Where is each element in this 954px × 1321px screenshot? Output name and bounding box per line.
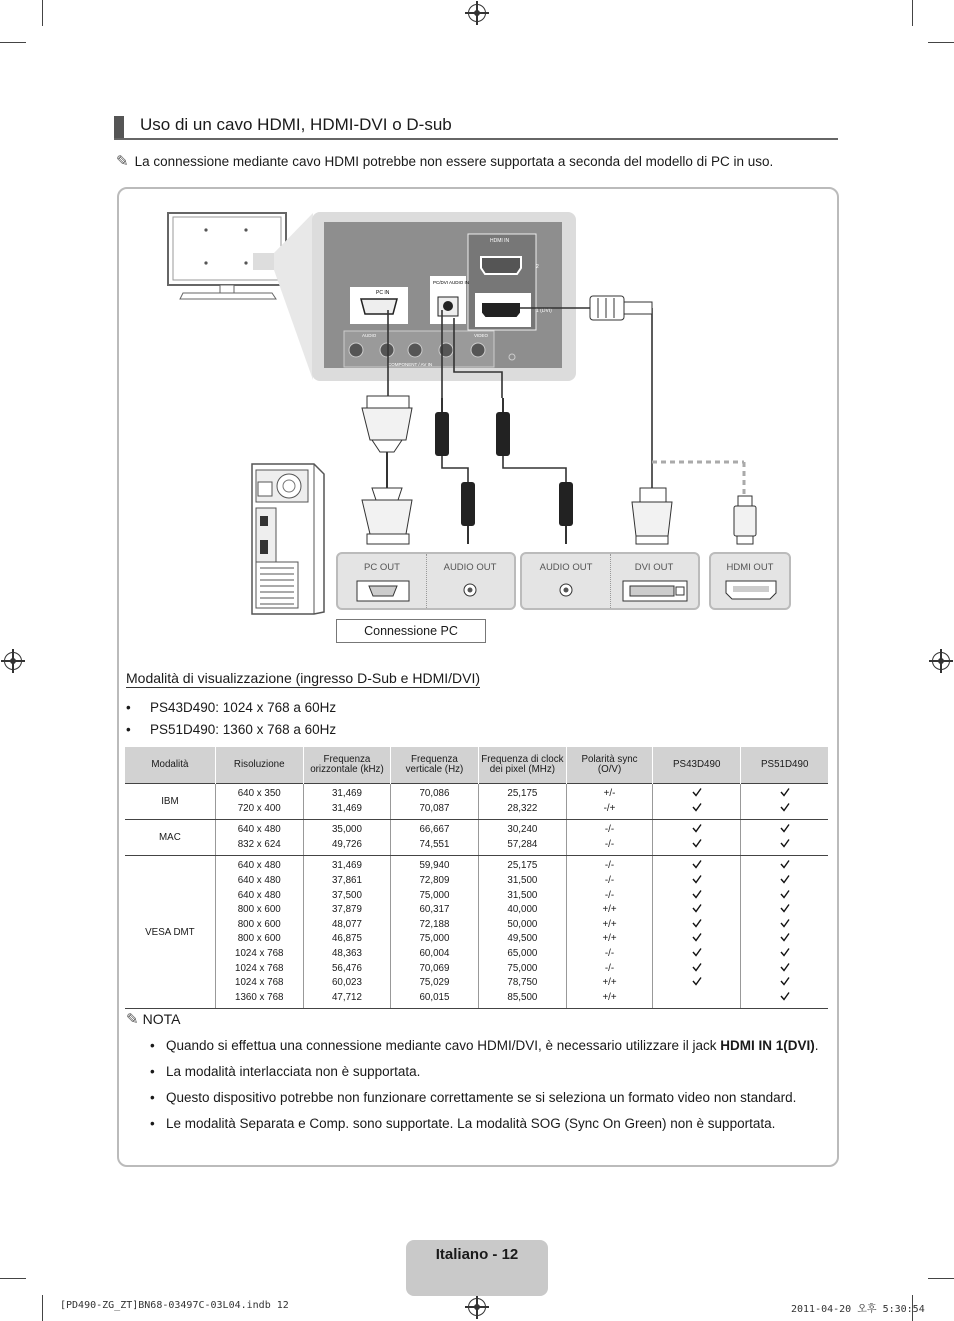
- support-mark: [653, 874, 740, 889]
- note-text: Le modalità Separata e Comp. sono supportate. La modalità SOG (Sync On Green) non è supportata.: [166, 1116, 776, 1131]
- cell-value: 720 x 400: [237, 802, 281, 814]
- support-mark: [741, 859, 828, 874]
- model-resolution: PS43D490: 1024 x 768 a 60Hz: [150, 700, 337, 715]
- hdmi-in-label: HDMI IN: [490, 238, 510, 244]
- cell-value: +/+: [602, 904, 617, 916]
- crop-mark: [928, 1278, 954, 1279]
- support-cell: [741, 820, 828, 856]
- support-cell: [741, 784, 828, 820]
- cell-value: 31,469: [331, 860, 362, 872]
- cell-value: 800 x 600: [237, 904, 281, 916]
- table-header-cell: Risoluzione: [215, 747, 303, 784]
- vga-port-icon: [356, 580, 410, 602]
- pencil-icon: ✎: [126, 1011, 139, 1028]
- check-icon: [692, 932, 702, 942]
- value-cell: [303, 820, 391, 856]
- note-text: La modalità interlacciata non è supportata.: [166, 1064, 421, 1079]
- support-mark: [653, 787, 740, 802]
- table-header-cell: Frequenza orizzontale (kHz): [303, 747, 391, 784]
- table-header-cell: PS51D490: [741, 747, 828, 784]
- audio-plug-icon: [435, 398, 475, 544]
- cell-value: 25,175: [507, 788, 538, 799]
- list-item: • Questo dispositivo potrebbe non funzionare correttamente se si seleziona un formato video non standard.: [150, 1090, 797, 1105]
- cell-value: 74,551: [419, 838, 450, 850]
- support-mark: [741, 932, 828, 947]
- check-icon: [692, 823, 702, 833]
- dvi-plug-icon: [632, 488, 672, 544]
- pc-port-panel: [336, 552, 516, 610]
- check-icon: [780, 976, 790, 986]
- support-mark: [741, 823, 828, 838]
- check-icon: [780, 947, 790, 957]
- check-icon: [780, 874, 790, 884]
- value-cell: [567, 820, 653, 856]
- note-tail: .: [814, 1038, 819, 1053]
- cell-value: 30,240: [507, 824, 538, 836]
- support-mark: [741, 802, 828, 817]
- audio-out-port: [522, 554, 611, 608]
- value-cell: [391, 784, 478, 820]
- cell-value: 57,284: [507, 838, 538, 850]
- cell-value: -/-: [604, 889, 615, 901]
- mode-cell: IBM: [125, 784, 215, 820]
- support-mark: [741, 787, 828, 802]
- cell-value: 72,809: [419, 874, 450, 886]
- cell-value: +/+: [602, 991, 617, 1003]
- cell-value: 28,322: [507, 802, 538, 814]
- cell-value: 25,175: [507, 860, 538, 872]
- support-mark: [741, 947, 828, 962]
- crop-mark: [42, 1295, 43, 1321]
- cell-value: 78,750: [507, 977, 538, 989]
- component-av-in-label: COMPONENT / AV IN: [388, 362, 433, 367]
- cell-value: 1024 x 768: [235, 947, 284, 959]
- mode-cell: MAC: [125, 820, 215, 856]
- cell-value: 640 x 480: [237, 874, 281, 886]
- cell-value: 75,000: [419, 889, 450, 901]
- check-icon: [780, 918, 790, 928]
- note-text: Quando si effettua una connessione mediante cavo HDMI/DVI, è necessario utilizzare il jack: [166, 1038, 721, 1053]
- value-cell: [478, 820, 566, 856]
- cell-value: 832 x 624: [237, 838, 281, 850]
- table-header-cell: Polarità sync (O/V): [567, 747, 653, 784]
- cell-value: 65,000: [507, 947, 538, 959]
- cell-value: 37,879: [331, 904, 362, 916]
- hdmi-port-1-label: 1 (DVI): [536, 308, 552, 314]
- support-cell: [741, 856, 828, 1009]
- audio-plug-icon: [496, 398, 573, 544]
- support-mark: [741, 889, 828, 904]
- audio-out-label: AUDIO OUT: [539, 562, 593, 573]
- check-icon: [780, 932, 790, 942]
- audio-label: AUDIO: [362, 333, 377, 338]
- note-emphasis: HDMI IN 1(DVI): [720, 1038, 815, 1053]
- cell-value: 800 x 600: [237, 933, 281, 945]
- check-icon: [780, 823, 790, 833]
- support-mark: [653, 991, 740, 1006]
- cell-value: 640 x 480: [237, 889, 281, 901]
- cell-value: 37,500: [331, 889, 362, 901]
- cell-value: 31,500: [507, 874, 538, 886]
- support-mark: [741, 976, 828, 991]
- page-label: Italiano - 12: [435, 1246, 519, 1263]
- support-cell: [653, 820, 741, 856]
- print-imprint: [PD490-ZG_ZT]BN68-03497C-03L04.indb 12: [60, 1300, 289, 1311]
- check-icon: [692, 838, 702, 848]
- cell-value: 31,500: [507, 889, 538, 901]
- check-icon: [692, 976, 702, 986]
- cell-value: 31,469: [331, 802, 362, 814]
- check-icon: [780, 962, 790, 972]
- table-row: [125, 856, 828, 1009]
- cell-value: +/+: [602, 933, 617, 945]
- cell-value: 1024 x 768: [235, 977, 284, 989]
- cell-value: 1024 x 768: [235, 962, 284, 974]
- cell-value: -/-: [604, 860, 615, 872]
- cell-value: 60,317: [419, 904, 450, 916]
- cell-value: 46,875: [331, 933, 362, 945]
- check-icon: [692, 859, 702, 869]
- cell-value: -/-: [604, 962, 615, 974]
- cell-value: -/-: [604, 874, 615, 886]
- pc-out-port: [338, 554, 427, 608]
- value-cell: [391, 820, 478, 856]
- value-cell: [478, 784, 566, 820]
- pc-port-panel: [709, 552, 791, 610]
- cell-value: 48,077: [331, 918, 362, 930]
- value-cell: [303, 856, 391, 1009]
- cell-value: 60,023: [331, 977, 362, 989]
- table-header-cell: Frequenza verticale (Hz): [391, 747, 478, 784]
- cell-value: 56,476: [331, 962, 362, 974]
- table-header-cell: Modalità: [125, 747, 215, 784]
- support-mark: [653, 962, 740, 977]
- modes-table: [125, 747, 828, 1009]
- video-label: VIDEO: [474, 333, 489, 338]
- support-mark: [653, 903, 740, 918]
- value-cell: [303, 784, 391, 820]
- table-row: [125, 784, 828, 820]
- cell-value: 59,940: [419, 860, 450, 872]
- check-icon: [692, 918, 702, 928]
- page-number-tab: [406, 1240, 548, 1296]
- cell-value: +/+: [602, 977, 617, 989]
- cell-value: -/+: [603, 802, 616, 814]
- check-icon: [692, 947, 702, 957]
- support-mark: [741, 918, 828, 933]
- modes-title: Modalità di visualizzazione (ingresso D-Sub e HDMI/DVI): [126, 670, 481, 686]
- hdmi-port-2-label: 2: [536, 264, 539, 270]
- list-item: • La modalità interlacciata non è supportata.: [150, 1064, 421, 1079]
- hdmi-port-icon: [725, 580, 777, 600]
- hdmi-plug-icon: [590, 296, 652, 320]
- cell-value: 70,086: [419, 788, 450, 799]
- cell-value: -/-: [604, 838, 615, 850]
- audio-out-port: [426, 554, 514, 608]
- cell-value: 75,000: [419, 933, 450, 945]
- print-timestamp: 2011-04-20 오후 5:30:54: [791, 1304, 925, 1315]
- cell-value: 72,188: [419, 918, 450, 930]
- support-mark: [741, 991, 828, 1006]
- cell-value: 60,004: [419, 947, 450, 959]
- dsub-plug-icon: [362, 396, 412, 544]
- cell-value: 75,029: [419, 977, 450, 989]
- support-cell: [653, 784, 741, 820]
- cell-value: 50,000: [507, 918, 538, 930]
- support-mark: [741, 903, 828, 918]
- check-icon: [780, 991, 790, 1001]
- list-item: • PS51D490: 1360 x 768 a 60Hz: [126, 722, 337, 737]
- value-cell: [391, 856, 478, 1009]
- support-mark: [653, 918, 740, 933]
- cell-value: 47,712: [331, 991, 362, 1003]
- check-icon: [780, 859, 790, 869]
- cell-value: 1360 x 768: [235, 991, 284, 1003]
- cell-value: 85,500: [507, 991, 538, 1003]
- cell-value: -/-: [604, 947, 615, 959]
- support-mark: [741, 962, 828, 977]
- nota-title: NOTA: [142, 1011, 181, 1027]
- intro-note-text: La connessione mediante cavo HDMI potrebbe non essere supportata a seconda del modello di PC in uso.: [134, 154, 774, 169]
- cell-value: 800 x 600: [237, 918, 281, 930]
- support-mark: [741, 838, 828, 853]
- cell-value: 40,000: [507, 904, 538, 916]
- hdmi-out-port: [711, 554, 789, 608]
- audio-out-label: AUDIO OUT: [443, 562, 497, 573]
- cell-value: 66,667: [419, 824, 450, 836]
- cell-value: -/-: [604, 824, 615, 836]
- check-icon: [780, 903, 790, 913]
- support-mark: [741, 874, 828, 889]
- support-mark: [653, 976, 740, 991]
- check-icon: [780, 889, 790, 899]
- hdmi-out-label: HDMI OUT: [726, 562, 774, 573]
- pc-out-label: PC OUT: [364, 562, 400, 573]
- cell-value: 640 x 350: [237, 788, 281, 799]
- mode-cell: VESA DMT: [125, 856, 215, 1009]
- check-icon: [692, 903, 702, 913]
- list-item: • Quando si effettua una connessione mediante cavo HDMI/DVI, è necessario utilizzare il jack HDMI IN 1(DVI).: [150, 1038, 819, 1053]
- value-cell: [567, 856, 653, 1009]
- cell-value: 640 x 480: [237, 824, 281, 836]
- check-icon: [692, 802, 702, 812]
- dvi-port-icon: [622, 580, 688, 602]
- support-mark: [653, 947, 740, 962]
- support-mark: [653, 802, 740, 817]
- check-icon: [780, 838, 790, 848]
- support-mark: [653, 823, 740, 838]
- audio-jack-icon: [463, 583, 477, 597]
- diagram-caption: Connessione PC: [336, 619, 486, 643]
- check-icon: [692, 874, 702, 884]
- list-item: • PS43D490: 1024 x 768 a 60Hz: [126, 700, 337, 715]
- dvi-out-port: [610, 554, 698, 608]
- pc-dvi-audio-in-label: PC/DVI AUDIO IN: [433, 280, 470, 285]
- pc-tower-icon: [252, 464, 324, 614]
- cell-value: 31,469: [331, 788, 362, 799]
- support-mark: [653, 889, 740, 904]
- cell-value: 60,015: [419, 991, 450, 1003]
- cell-value: +/-: [603, 788, 616, 799]
- value-cell: [215, 820, 303, 856]
- audio-jack-icon: [559, 583, 573, 597]
- value-cell: [215, 784, 303, 820]
- check-icon: [780, 787, 790, 797]
- section-title-text: Uso di un cavo HDMI, HDMI-DVI o D-sub: [140, 115, 452, 134]
- table-header-cell: Frequenza di clock dei pixel (MHz): [478, 747, 566, 784]
- registration-mark-icon: [468, 1298, 486, 1316]
- cell-value: 70,087: [419, 802, 450, 814]
- cell-value: 48,363: [331, 947, 362, 959]
- check-icon: [692, 889, 702, 899]
- check-icon: [692, 962, 702, 972]
- table-row: [125, 820, 828, 856]
- cell-value: 70,069: [419, 962, 450, 974]
- cell-value: 75,000: [507, 962, 538, 974]
- cell-value: 49,726: [331, 838, 362, 850]
- support-mark: [653, 932, 740, 947]
- nota-heading: [126, 1010, 180, 1028]
- cell-value: 49,500: [507, 933, 538, 945]
- cell-value: 35,000: [331, 824, 362, 836]
- support-mark: [653, 859, 740, 874]
- crop-mark: [0, 1278, 26, 1279]
- list-item: • Le modalità Separata e Comp. sono supportate. La modalità SOG (Sync On Green) non è supportata.: [150, 1116, 776, 1131]
- cell-value: 37,861: [331, 874, 362, 886]
- value-cell: [567, 784, 653, 820]
- support-mark: [653, 838, 740, 853]
- tv-icon: [168, 213, 286, 299]
- value-cell: [478, 856, 566, 1009]
- pencil-icon: ✎: [116, 153, 129, 170]
- support-cell: [653, 856, 741, 1009]
- note-text: Questo dispositivo potrebbe non funzionare correttamente se si seleziona un formato video non standard.: [166, 1090, 797, 1105]
- cell-value: +/+: [602, 918, 617, 930]
- dvi-out-label: DVI OUT: [634, 562, 674, 573]
- value-cell: [215, 856, 303, 1009]
- check-icon: [780, 802, 790, 812]
- cell-value: 640 x 480: [237, 860, 281, 872]
- pc-port-panel: [520, 552, 700, 610]
- check-icon: [692, 787, 702, 797]
- pc-in-label: PC IN: [376, 290, 390, 296]
- table-header-cell: PS43D490: [653, 747, 741, 784]
- hdmi-plug-icon: [734, 496, 756, 544]
- model-resolution: PS51D490: 1360 x 768 a 60Hz: [150, 722, 337, 737]
